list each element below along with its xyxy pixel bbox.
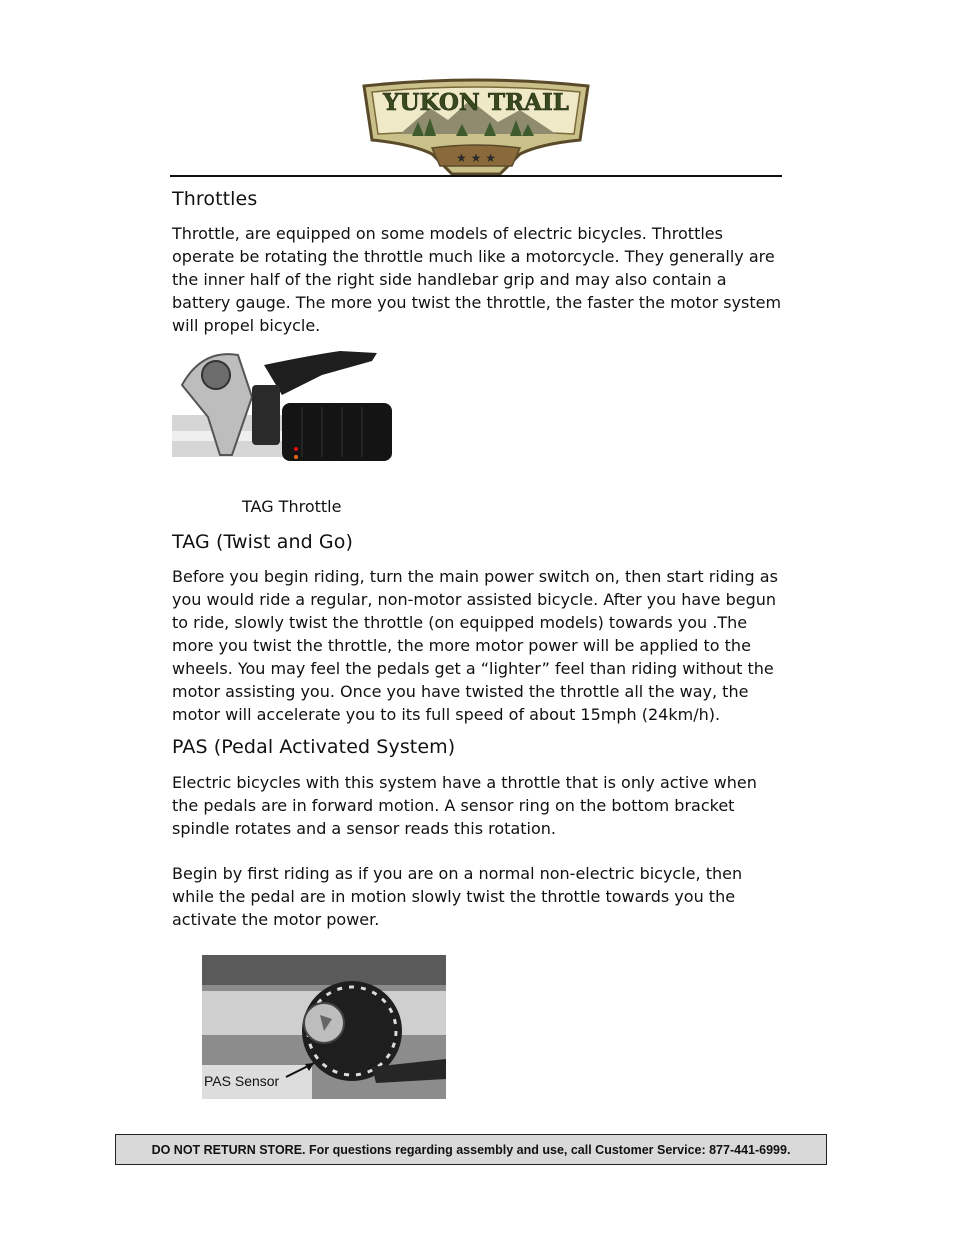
logo-stars: ★ ★ ★ [456, 151, 496, 165]
section-title-tag: TAG (Twist and Go) [172, 531, 353, 553]
footer-notice: DO NOT RETURN STORE. For questions regarding assembly and use, call Customer Service: 877-441-6999. [115, 1134, 827, 1165]
tag-paragraph: Before you begin riding, turn the main power switch on, then start riding as you would ride a regular, non-motor assisted bicycle. After you have begun to ride, slowly twist the throttle (on equipped models) towards you .The more you twist the throttle, the more motor power will be applied to the wheels. You may feel the pedals get a “lighter” feel than riding without the motor assisting you. Once you have twisted the throttle all the way, the motor will accelerate you to its full speed of about 15mph (24km/h). [172, 567, 778, 724]
pas-sensor-label: PAS Sensor [204, 1073, 280, 1089]
pas-sensor-photo [202, 955, 446, 1099]
header-divider [170, 175, 782, 177]
pas-paragraph-1: Electric bicycles with this system have a throttle that is only active when the pedals are in forward motion. A sensor ring on the bottom bracket spindle rotates and a sensor reads this rotation. [172, 773, 757, 838]
section-title-throttles: Throttles [172, 188, 258, 210]
section-title-pas: PAS (Pedal Activated System) [172, 736, 456, 758]
pas-paragraph-2: Begin by first riding as if you are on a normal non-electric bicycle, then while the pedal are in motion slowly twist the throttle towards you the activate the motor power. [172, 864, 743, 929]
logo-brand-text: YUKON TRAIL [383, 89, 569, 116]
throttles-paragraph: Throttle, are equipped on some models of electric bicycles. Throttles operate be rotating the throttle much like a motorcycle. They generally are the inner half of the right side handlebar grip and may also contain a battery gauge. The more you twist the throttle, the faster the motor system will propel bicycle. [172, 224, 782, 335]
tag-throttle-caption: TAG Throttle [242, 497, 342, 516]
yukon-trail-logo [360, 78, 592, 176]
tag-throttle-photo [172, 345, 392, 465]
